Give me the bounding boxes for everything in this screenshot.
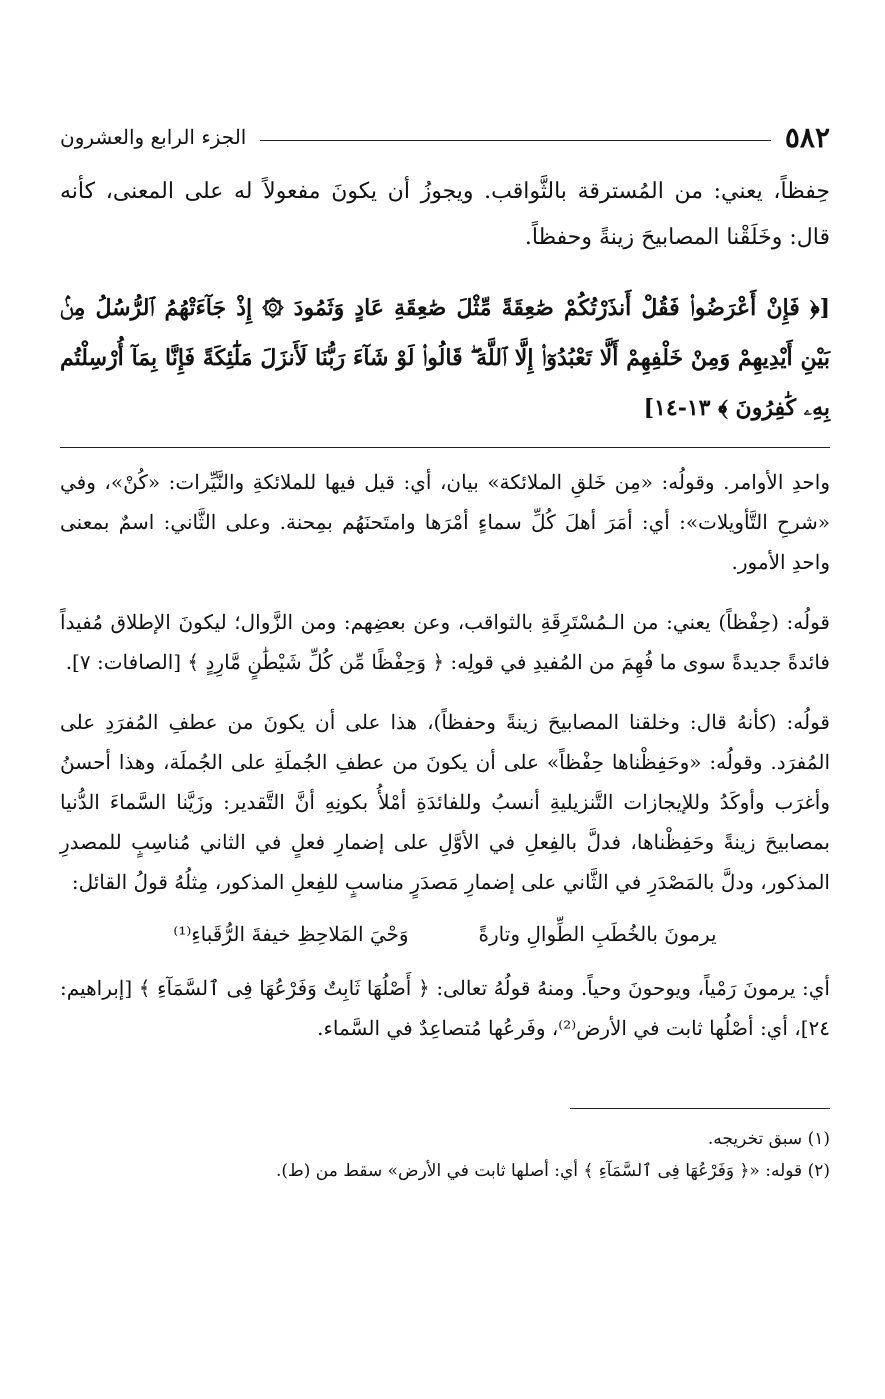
paragraph: قولُه: (كأنهُ قال: وخلقنا المصابيحَ زينةً وحفظاً)، هذا على أن يكونَ من عطفِ المُفرَدِ على المُفرَد. وقولُه: «وحَفِظْناها حِفْظاً» على أن يكونَ من عطفِ الجُملَةِ على الجُملَة، وهذا أحسنُ وأغرَب وأوكَدُ وللإيجازات التَّنزيليةِ أنسبُ وللفائدَةِ أمْلأُ بكونِهِ أنَّ التَّقدير: وزَيَّنا السَّماءَ الدُّنيا بمصابيحَ زينةً وحَفِظْناها، فدلَّ بالفِعلِ في الأوَّلِ على إضمارِ فعلٍ في الثاني مُناسِبٍ للمصدرِ المذكور، ودلَّ بالمَصْدَرِ في الثَّاني على إضمارِ مَصدَرٍ مناسبٍ للفِعلِ المذكور، مِثلُهُ قولُ القائل:	[60, 710, 830, 894]
footnote: (٢) قوله: «﴿ وَفَرْعُهَا فِى ٱلسَّمَآءِ ﴾ أي: أصلها ثابت في الأرض» سقط من (ط).	[276, 1161, 830, 1181]
commentary-text: حِفظاً، يعني: من المُسترقة بالثَّواقب. ويجوزُ أن يكونَ مفعولاً له على المعنى، كأنه قال: وخَلَقْنا المصابيحَ زينةً وحفظاً.	[60, 179, 830, 250]
poem-verse	[60, 922, 830, 946]
poem-hemistich-second: وَحْيَ المَلاحِظِ خيفةَ الرُّقَباءِ⁽¹⁾	[173, 922, 409, 946]
part-title: الجزء الرابع والعشرون	[60, 125, 247, 149]
paragraph: قولُه: (حِفْظاً) يعني: من الـمُسْتَرِقَةِ بالثواقب، وعن بعضِهم: ومن الزَّوال؛ ليكونَ الإطلاق مُفيداً فائدةً جديدةً سوى ما فُهِمَ من المُفيدِ في قولِه: ﴿ وَحِفْظًا مِّن كُلِّ شَيْطَٰنٍ مَّارِدٍ ﴾ [الصافات: ٧].	[60, 610, 830, 674]
footnote-divider	[570, 1108, 830, 1109]
quran-verse: [﴿ فَإِنْ أَعْرَضُوا۟ فَقُلْ أَنذَرْتُكُمْ صَٰعِقَةً مِّثْلَ صَٰعِقَةِ عَادٍ وَثَمُودَ ۞ إِذْ جَآءَتْهُمُ ٱلرُّسُلُ مِنۢ بَيْنِ أَيْدِيهِمْ وَمِنْ خَلْفِهِمْ أَلَّا تَعْبُدُوٓا۟ إِلَّا ٱللَّهَ ۖ قَالُوا۟ لَوْ شَآءَ رَبُّنَا لَأَنزَلَ مَلَٰٓئِكَةً فَإِنَّا بِمَآ أُرْسِلْتُم بِهِۦ كَٰفِرُونَ ﴾ ١٣-١٤]	[60, 295, 830, 421]
header-rule	[260, 140, 771, 141]
closing-paragraph: أي: يرمونَ رَمْياً، ويوحونَ وحياً. ومنهُ قولُهُ تعالى: ﴿ أَصْلُهَا ثَابِتٌ وَفَرْعُهَا فِى ٱلسَّمَآءِ ﴾ [إبراهيم: ٢٤]، أي: أصْلُها ثابت في الأرض⁽²⁾، وفَرعُها مُتصاعِدٌ في السَّماء.	[60, 976, 830, 1040]
page-number: ٥٨٢	[784, 120, 830, 154]
running-header	[60, 115, 830, 159]
footnote: (١) سبق تخريجه.	[707, 1129, 830, 1149]
section-divider	[60, 447, 830, 448]
book-page	[60, 115, 830, 1187]
poem-hemistich-first: يرمونَ بالخُطَبِ الطِّوالِ وتارةً	[478, 922, 717, 946]
paragraph: واحدِ الأوامر. وقولُه: «مِن خَلقِ الملائكة» بيان، أي: قيل فيها للملائكةِ والنَّيِّرات: «كُنْ»، وفي «شرحِ التَّأويلات»: أي: أمَرَ أهلَ كُلِّ سماءٍ أمْرَها وامتَحنَهُم بمِحنة. وعلى الثَّاني: اسمٌ بمعنى واحدِ الأمور.	[60, 470, 830, 574]
